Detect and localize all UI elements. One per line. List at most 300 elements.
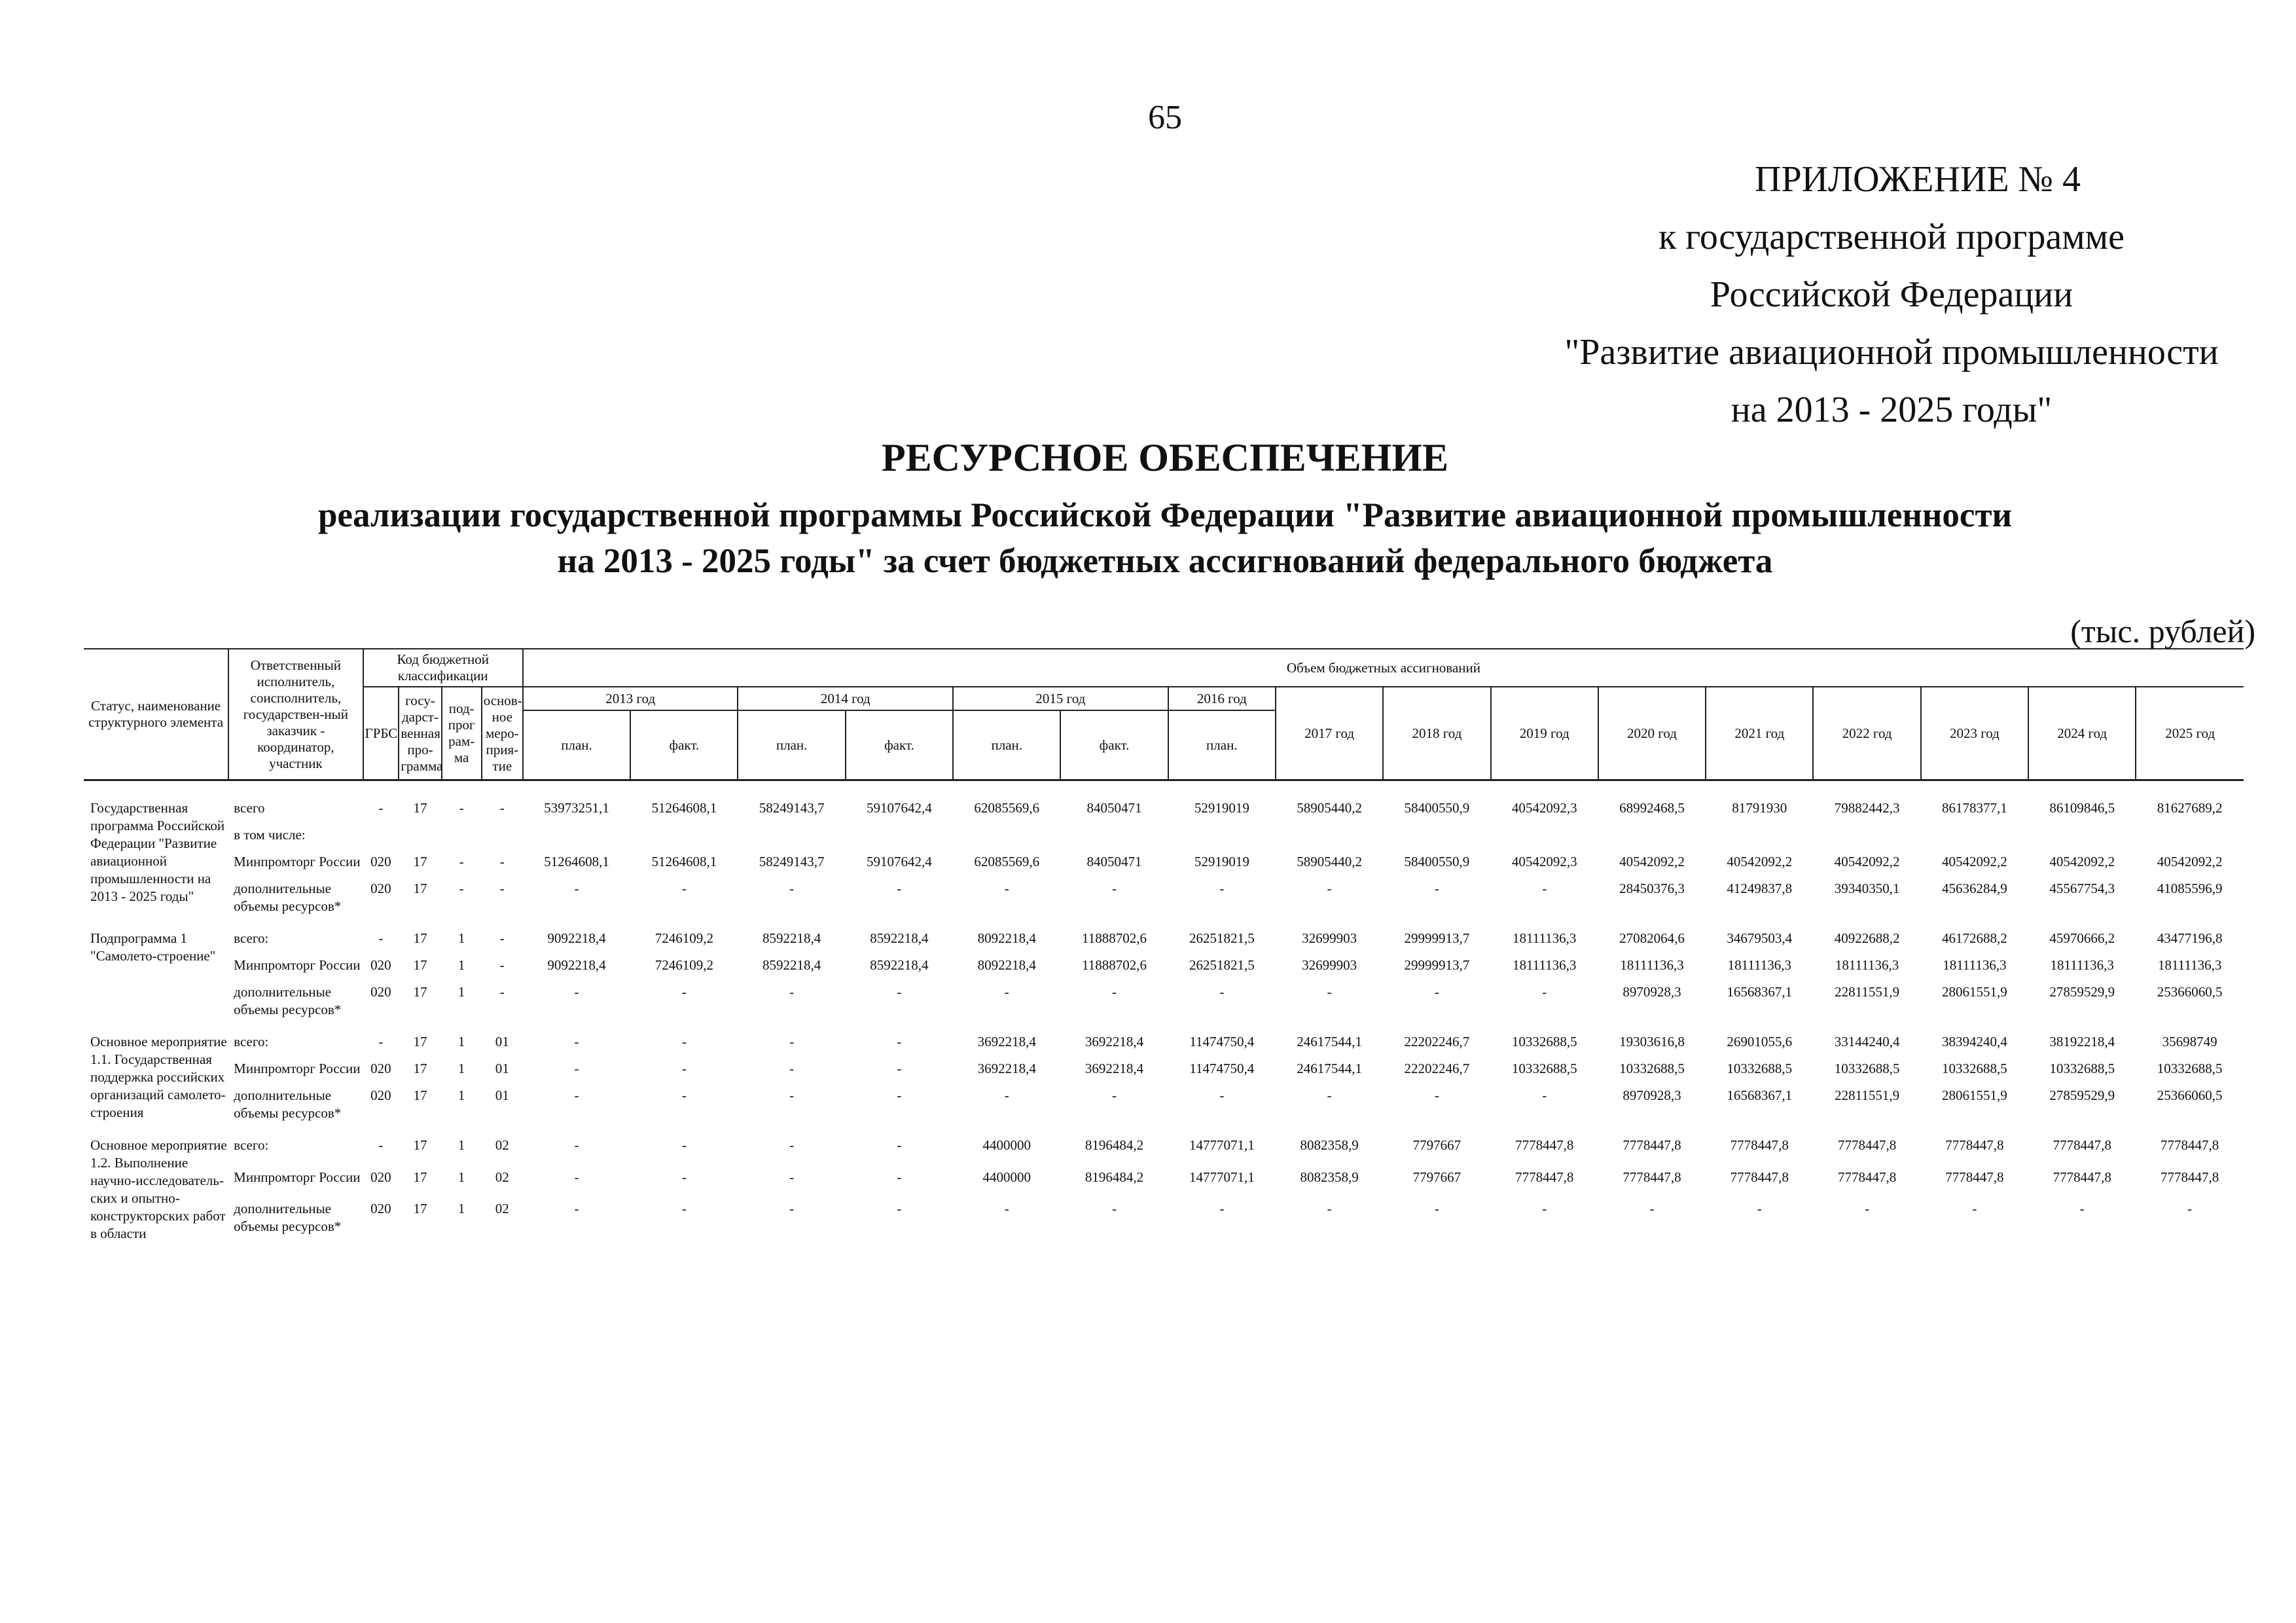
row-grbs: 020 bbox=[370, 881, 391, 896]
row-value: - bbox=[1649, 1200, 1655, 1216]
row-value: 14777071,1 bbox=[1189, 1137, 1255, 1153]
row-om: - bbox=[499, 930, 505, 946]
table-row bbox=[84, 817, 2244, 844]
row-value: 24617544,1 bbox=[1297, 1034, 1362, 1049]
row-status: Государственная программа Российской Федерации "Развитие авиационной промышленности на 2013 - 2025 годы" bbox=[90, 800, 225, 904]
row-om: - bbox=[499, 854, 505, 869]
row-grbs bbox=[363, 817, 399, 844]
page-number: 65 bbox=[1148, 99, 1182, 136]
row-value: - bbox=[1004, 881, 1009, 896]
row-value: 22202246,7 bbox=[1404, 1034, 1470, 1049]
row-value: 40542092,2 bbox=[1942, 854, 2007, 869]
row-value: 7778447,8 bbox=[2161, 1169, 2219, 1186]
row-grbs: - bbox=[378, 930, 384, 946]
row-value: 86109846,5 bbox=[2049, 800, 2115, 816]
row-gp: 17 bbox=[413, 930, 427, 946]
row-value bbox=[738, 817, 845, 844]
col-pp: под-прог рам-ма bbox=[442, 687, 482, 780]
row-value: 28061551,9 bbox=[1942, 984, 2007, 1000]
row-value: - bbox=[574, 1061, 579, 1076]
row-value: - bbox=[574, 1200, 579, 1216]
row-value: 62085569,6 bbox=[974, 854, 1040, 869]
row-value: 8092218,4 bbox=[977, 957, 1036, 973]
row-value: 40542092,3 bbox=[1511, 854, 1577, 869]
row-value: 18111136,3 bbox=[1943, 957, 2007, 973]
row-value: 18111136,3 bbox=[2050, 957, 2114, 973]
row-gp: 17 bbox=[413, 984, 427, 1000]
row-value: 4400000 bbox=[982, 1169, 1031, 1186]
row-value bbox=[1383, 817, 1490, 844]
row-value: 11474750,4 bbox=[1189, 1061, 1255, 1076]
row-value: - bbox=[789, 1034, 795, 1049]
row-value: - bbox=[1219, 1200, 1225, 1216]
row-value: 24617544,1 bbox=[1297, 1061, 1362, 1076]
row-value: 45970666,2 bbox=[2049, 930, 2115, 946]
row-pp: 1 bbox=[457, 1200, 465, 1216]
row-grbs: 020 bbox=[370, 1087, 391, 1103]
row-value: 51264608,1 bbox=[651, 800, 717, 816]
col-year-2017: 2017 год bbox=[1276, 687, 1383, 780]
col-year-2025: 2025 год bbox=[2136, 687, 2244, 780]
row-grbs: - bbox=[378, 800, 384, 816]
row-value: 81627689,2 bbox=[2157, 800, 2223, 816]
col-year-2018: 2018 год bbox=[1383, 687, 1490, 780]
row-status: Основное мероприятие 1.2. Выполнение научно-исследователь-ских и опытно-конструкторских работ в области bbox=[90, 1137, 227, 1241]
row-status: Основное мероприятие 1.1. Государственная поддержка российских организаций самолето-строения bbox=[90, 1034, 227, 1120]
row-value: 51264608,1 bbox=[651, 854, 717, 869]
row-value: - bbox=[681, 1087, 687, 1103]
row-pp: - bbox=[459, 881, 464, 896]
row-value: 18111136,3 bbox=[1727, 957, 1792, 973]
row-value: - bbox=[897, 1137, 902, 1153]
document-title: РЕСУРСНОЕ ОБЕСПЕЧЕНИЕ bbox=[881, 436, 1449, 479]
row-value: 22202246,7 bbox=[1404, 1061, 1470, 1076]
col-year-2019: 2019 год bbox=[1491, 687, 1598, 780]
row-value: - bbox=[789, 1061, 795, 1076]
row-value: - bbox=[2079, 1200, 2085, 1216]
row-value: 11474750,4 bbox=[1189, 1034, 1255, 1049]
units-label: (тыс. рублей) bbox=[2070, 613, 2255, 649]
row-value: 9092218,4 bbox=[547, 930, 606, 946]
row-value: - bbox=[1865, 1200, 1870, 1216]
row-value bbox=[2136, 817, 2244, 844]
appendix-line: к государственной программе bbox=[1659, 217, 2125, 257]
row-value: - bbox=[574, 1137, 579, 1153]
table-row bbox=[84, 1122, 2244, 1159]
row-om: 01 bbox=[495, 1034, 509, 1049]
row-value: - bbox=[1219, 984, 1225, 1000]
row-value: 27859529,9 bbox=[2049, 1087, 2115, 1103]
row-value: 4400000 bbox=[982, 1137, 1031, 1153]
row-value: 41249837,8 bbox=[1727, 881, 1793, 896]
col-volume: Объем бюджетных ассигнований bbox=[523, 649, 2244, 687]
col-plan: план. bbox=[953, 710, 1060, 780]
row-value: 26901055,6 bbox=[1727, 1034, 1793, 1049]
col-executor: Ответственный исполнитель, соисполнитель, государствен-ный заказчик - координатор, участник bbox=[228, 649, 363, 780]
row-executor: дополнительные объемы ресурсов* bbox=[234, 984, 342, 1017]
row-grbs: 020 bbox=[370, 1169, 391, 1186]
row-value bbox=[523, 817, 630, 844]
row-gp: 17 bbox=[413, 1034, 427, 1049]
row-value: - bbox=[681, 1169, 687, 1186]
row-value: - bbox=[1004, 1200, 1009, 1216]
row-value: 58905440,2 bbox=[1297, 800, 1362, 816]
row-value: 3692218,4 bbox=[1085, 1034, 1144, 1049]
row-value: - bbox=[897, 1061, 902, 1076]
row-value: 19303616,8 bbox=[1619, 1034, 1685, 1049]
row-value: - bbox=[789, 1169, 795, 1186]
row-value: - bbox=[1112, 1200, 1117, 1216]
row-value: 25366060,5 bbox=[2157, 1087, 2223, 1103]
table-header bbox=[84, 649, 2244, 780]
row-executor: всего: bbox=[234, 1137, 269, 1153]
row-value: 40542092,2 bbox=[2049, 854, 2115, 869]
table-row bbox=[84, 780, 2244, 818]
row-value: - bbox=[574, 1169, 579, 1186]
row-value: 8082358,9 bbox=[1300, 1169, 1359, 1186]
row-grbs: - bbox=[378, 1034, 384, 1049]
row-value: 8970928,3 bbox=[1623, 984, 1681, 1000]
row-value: 7778447,8 bbox=[1945, 1169, 2004, 1186]
row-value bbox=[1491, 817, 1598, 844]
row-gp: 17 bbox=[413, 881, 427, 896]
table-row bbox=[84, 1051, 2244, 1078]
row-om: - bbox=[499, 800, 505, 816]
row-om: 02 bbox=[495, 1200, 509, 1216]
row-value: 7246109,2 bbox=[655, 957, 713, 973]
col-om: основ-ное меро-прия-тие bbox=[482, 687, 523, 780]
col-fact: факт. bbox=[630, 710, 738, 780]
row-value: 18111136,3 bbox=[1620, 957, 1684, 973]
row-pp: 1 bbox=[457, 1034, 465, 1049]
row-value: - bbox=[1219, 1087, 1225, 1103]
row-executor: дополнительные объемы ресурсов* bbox=[234, 1200, 342, 1234]
row-value: 40542092,3 bbox=[1511, 800, 1577, 816]
row-executor: всего bbox=[234, 800, 265, 816]
row-value: 58905440,2 bbox=[1297, 854, 1362, 869]
row-value: 16568367,1 bbox=[1727, 984, 1793, 1000]
row-value: 11888702,6 bbox=[1082, 930, 1147, 946]
row-value: 10332688,5 bbox=[2157, 1061, 2223, 1076]
row-gp: 17 bbox=[413, 957, 427, 973]
table-row bbox=[84, 1019, 2244, 1051]
row-executor: Минпромторг России bbox=[234, 1061, 361, 1076]
row-value: 84050471 bbox=[1086, 854, 1142, 869]
row-value: - bbox=[897, 1200, 902, 1216]
row-value: - bbox=[1542, 881, 1547, 896]
subtitle-line: реализации государственной программы Российской Федерации "Развитие авиационной промышленности bbox=[317, 496, 2013, 534]
row-value: - bbox=[681, 1200, 687, 1216]
col-plan: план. bbox=[523, 710, 630, 780]
row-executor: дополнительные объемы ресурсов* bbox=[234, 881, 342, 914]
row-value: - bbox=[574, 1087, 579, 1103]
row-value: - bbox=[1434, 1200, 1439, 1216]
row-value: 40542092,2 bbox=[1834, 854, 1900, 869]
row-value: 29999913,7 bbox=[1404, 957, 1470, 973]
row-value: 68992468,5 bbox=[1619, 800, 1685, 816]
row-value: 11888702,6 bbox=[1082, 957, 1147, 973]
row-executor: Минпромторг России bbox=[234, 1169, 361, 1186]
row-value: - bbox=[1434, 881, 1439, 896]
row-value: 10332688,5 bbox=[1727, 1061, 1793, 1076]
row-value: 18111136,3 bbox=[1513, 930, 1577, 946]
col-year-2013: 2013 год bbox=[523, 687, 738, 710]
table-body bbox=[84, 780, 2244, 1243]
row-value: 18111136,3 bbox=[1513, 957, 1577, 973]
row-pp: 1 bbox=[457, 957, 465, 973]
col-year-2014: 2014 год bbox=[738, 687, 953, 710]
row-value: 7778447,8 bbox=[1945, 1137, 2004, 1153]
row-value bbox=[1921, 817, 2028, 844]
row-pp: 1 bbox=[457, 984, 465, 1000]
row-value: 8196484,2 bbox=[1085, 1169, 1144, 1186]
row-value: 8592218,4 bbox=[762, 957, 821, 973]
row-pp: - bbox=[459, 800, 464, 816]
row-value: 59107642,4 bbox=[867, 854, 932, 869]
col-year-2024: 2024 год bbox=[2028, 687, 2136, 780]
row-pp: 1 bbox=[457, 930, 465, 946]
row-value: 32699903 bbox=[1302, 930, 1357, 946]
row-value bbox=[953, 817, 1060, 844]
row-value: 28061551,9 bbox=[1942, 1087, 2007, 1103]
row-value: - bbox=[681, 1137, 687, 1153]
row-value: 81791930 bbox=[1732, 800, 1787, 816]
row-value: 10332688,5 bbox=[1619, 1061, 1685, 1076]
row-value: 7778447,8 bbox=[1730, 1137, 1789, 1153]
row-value: 41085596,9 bbox=[2157, 881, 2223, 896]
row-value: 52919019 bbox=[1194, 854, 1249, 869]
col-year-2015: 2015 год bbox=[953, 687, 1168, 710]
row-value: 27859529,9 bbox=[2049, 984, 2115, 1000]
row-value: 86178377,1 bbox=[1942, 800, 2007, 816]
table-row bbox=[84, 1159, 2244, 1191]
row-value: 52919019 bbox=[1194, 800, 1249, 816]
row-value: 7778447,8 bbox=[1730, 1169, 1789, 1186]
row-gp: 17 bbox=[413, 1200, 427, 1216]
col-year-2016: 2016 год bbox=[1168, 687, 1276, 710]
row-value: - bbox=[1542, 1200, 1547, 1216]
row-value: 7778447,8 bbox=[1837, 1137, 1897, 1153]
row-value: 53973251,1 bbox=[544, 800, 609, 816]
row-value: - bbox=[574, 984, 579, 1000]
appendix-line: на 2013 - 2025 годы" bbox=[1731, 390, 2053, 430]
row-pp: 1 bbox=[457, 1087, 465, 1103]
row-grbs: 020 bbox=[370, 1061, 391, 1076]
row-value: 58400550,9 bbox=[1404, 854, 1470, 869]
row-value: - bbox=[897, 881, 902, 896]
row-value: 32699903 bbox=[1302, 957, 1357, 973]
row-value: - bbox=[897, 984, 902, 1000]
row-value: 58400550,9 bbox=[1404, 800, 1470, 816]
row-value bbox=[846, 817, 953, 844]
row-value: - bbox=[681, 1034, 687, 1049]
row-value: 45567754,3 bbox=[2049, 881, 2115, 896]
row-value: - bbox=[1112, 984, 1117, 1000]
col-fact: факт. bbox=[846, 710, 953, 780]
row-value: - bbox=[1112, 1087, 1117, 1103]
row-executor: дополнительные объемы ресурсов* bbox=[234, 1087, 342, 1121]
row-value: - bbox=[1434, 984, 1439, 1000]
row-value: - bbox=[789, 881, 795, 896]
row-value: 10332688,5 bbox=[2049, 1061, 2115, 1076]
table-row bbox=[84, 1078, 2244, 1122]
appendix-line: Российской Федерации bbox=[1710, 274, 2073, 315]
row-value: 22811551,9 bbox=[1835, 1087, 1900, 1103]
row-om bbox=[482, 817, 523, 844]
row-value: 7797667 bbox=[1412, 1169, 1462, 1186]
row-value: 7246109,2 bbox=[655, 930, 713, 946]
col-grbs: ГРБС bbox=[363, 687, 399, 780]
row-value: 3692218,4 bbox=[1085, 1061, 1144, 1076]
col-plan: план. bbox=[1168, 710, 1276, 780]
row-value: - bbox=[681, 1061, 687, 1076]
row-value: - bbox=[1112, 881, 1117, 896]
row-value: 84050471 bbox=[1086, 800, 1142, 816]
row-gp: 17 bbox=[413, 1061, 427, 1076]
row-value: 45636284,9 bbox=[1942, 881, 2007, 896]
appendix-header bbox=[1505, 151, 2278, 439]
row-value: - bbox=[1219, 881, 1225, 896]
row-value: - bbox=[681, 881, 687, 896]
row-value bbox=[630, 817, 738, 844]
row-grbs: 020 bbox=[370, 957, 391, 973]
row-value: 3692218,4 bbox=[977, 1034, 1036, 1049]
row-value: 62085569,6 bbox=[974, 800, 1040, 816]
row-value: 58249143,7 bbox=[759, 854, 825, 869]
row-value: - bbox=[1327, 1087, 1332, 1103]
row-grbs: 020 bbox=[370, 984, 391, 1000]
row-value: 58249143,7 bbox=[759, 800, 825, 816]
row-value: 7778447,8 bbox=[2053, 1137, 2111, 1153]
row-value: 10332688,5 bbox=[1511, 1034, 1577, 1049]
row-value: 7778447,8 bbox=[1837, 1169, 1897, 1186]
row-value: - bbox=[1434, 1087, 1439, 1103]
row-value: - bbox=[897, 1034, 902, 1049]
row-value: 8092218,4 bbox=[977, 930, 1036, 946]
row-value: 38394240,4 bbox=[1942, 1034, 2007, 1049]
row-value bbox=[1813, 817, 1920, 844]
row-value: 26251821,5 bbox=[1189, 957, 1255, 973]
row-value bbox=[1276, 817, 1383, 844]
row-value: - bbox=[789, 1200, 795, 1216]
row-value: 79882442,3 bbox=[1834, 800, 1900, 816]
row-value: 40922688,2 bbox=[1834, 930, 1900, 946]
row-value: 10332688,5 bbox=[1942, 1061, 2007, 1076]
row-value: 34679503,4 bbox=[1727, 930, 1793, 946]
row-om: 02 bbox=[495, 1169, 509, 1186]
table-row bbox=[84, 947, 2244, 974]
row-value: 14777071,1 bbox=[1189, 1169, 1255, 1186]
row-pp: 1 bbox=[457, 1169, 465, 1186]
row-value: 7778447,8 bbox=[1623, 1169, 1681, 1186]
table-row bbox=[84, 974, 2244, 1019]
row-status: Подпрограмма 1 "Самолето-строение" bbox=[90, 930, 216, 964]
col-year-2021: 2021 год bbox=[1706, 687, 1813, 780]
row-value: 7778447,8 bbox=[2053, 1169, 2111, 1186]
row-executor: всего: bbox=[234, 930, 269, 946]
row-value: 8592218,4 bbox=[870, 930, 929, 946]
row-om: 02 bbox=[495, 1137, 509, 1153]
row-value bbox=[1168, 817, 1276, 844]
row-value: 33144240,4 bbox=[1834, 1034, 1900, 1049]
row-gp bbox=[399, 817, 441, 844]
row-value: 35698749 bbox=[2162, 1034, 2217, 1049]
row-value: - bbox=[2187, 1200, 2193, 1216]
row-gp: 17 bbox=[413, 854, 427, 869]
col-kbk: Код бюджетной классификации bbox=[363, 649, 523, 687]
col-status: Статус, наименование структурного элемента bbox=[84, 649, 228, 780]
row-om: - bbox=[499, 881, 505, 896]
table-row bbox=[84, 871, 2244, 915]
row-grbs: 020 bbox=[370, 854, 391, 869]
row-value: 9092218,4 bbox=[547, 957, 606, 973]
row-om: - bbox=[499, 984, 505, 1000]
row-value: - bbox=[1757, 1200, 1762, 1216]
col-year-2023: 2023 год bbox=[1921, 687, 2028, 780]
row-value: 7797667 bbox=[1412, 1137, 1462, 1153]
row-value: - bbox=[1327, 881, 1332, 896]
col-fact: факт. bbox=[1060, 710, 1168, 780]
row-value: 40542092,2 bbox=[1727, 854, 1793, 869]
row-value: - bbox=[1004, 1087, 1009, 1103]
row-value: - bbox=[789, 1087, 795, 1103]
row-value: 10332688,5 bbox=[1511, 1061, 1577, 1076]
row-pp: - bbox=[459, 854, 464, 869]
row-pp bbox=[442, 817, 482, 844]
row-value: 7778447,8 bbox=[1515, 1169, 1574, 1186]
row-value: 8592218,4 bbox=[870, 957, 929, 973]
row-value: 40542092,2 bbox=[1619, 854, 1685, 869]
row-executor: Минпромторг России bbox=[234, 854, 361, 869]
row-value: - bbox=[789, 984, 795, 1000]
row-value: 3692218,4 bbox=[977, 1061, 1036, 1076]
budget-table bbox=[84, 648, 2244, 1243]
row-value: 7778447,8 bbox=[2161, 1137, 2219, 1153]
col-plan: план. bbox=[738, 710, 845, 780]
row-om: - bbox=[499, 957, 505, 973]
appendix-line: "Развитие авиационной промышленности bbox=[1564, 332, 2219, 373]
row-gp: 17 bbox=[413, 1169, 427, 1186]
row-value: - bbox=[897, 1087, 902, 1103]
document-subtitle bbox=[98, 492, 2232, 584]
row-grbs: - bbox=[378, 1137, 384, 1153]
appendix-title: ПРИЛОЖЕНИЕ № 4 bbox=[1755, 159, 2081, 200]
row-gp: 17 bbox=[413, 1087, 427, 1103]
row-value: - bbox=[897, 1169, 902, 1186]
row-value: 40542092,2 bbox=[2157, 854, 2223, 869]
row-value: 8196484,2 bbox=[1085, 1137, 1144, 1153]
row-pp: 1 bbox=[457, 1137, 465, 1153]
row-value: 25366060,5 bbox=[2157, 984, 2223, 1000]
row-value bbox=[1598, 817, 1706, 844]
row-value: 7778447,8 bbox=[1515, 1137, 1574, 1153]
row-value: - bbox=[1004, 984, 1009, 1000]
row-value bbox=[1706, 817, 1813, 844]
row-value: 38192218,4 bbox=[2049, 1034, 2115, 1049]
row-value: 39340350,1 bbox=[1834, 881, 1900, 896]
budget-table-container bbox=[84, 648, 2244, 1243]
row-value: - bbox=[574, 881, 579, 896]
table-row bbox=[84, 915, 2244, 947]
col-gp: госу-дарст-венная про-грамма bbox=[399, 687, 441, 780]
row-value: - bbox=[1327, 1200, 1332, 1216]
row-value: 10332688,5 bbox=[1834, 1061, 1900, 1076]
row-value: 18111136,3 bbox=[1835, 957, 1899, 973]
row-value: 16568367,1 bbox=[1727, 1087, 1793, 1103]
row-value: 27082064,6 bbox=[1619, 930, 1685, 946]
row-executor: Минпромторг России bbox=[234, 957, 361, 973]
row-value: 28450376,3 bbox=[1619, 881, 1685, 896]
